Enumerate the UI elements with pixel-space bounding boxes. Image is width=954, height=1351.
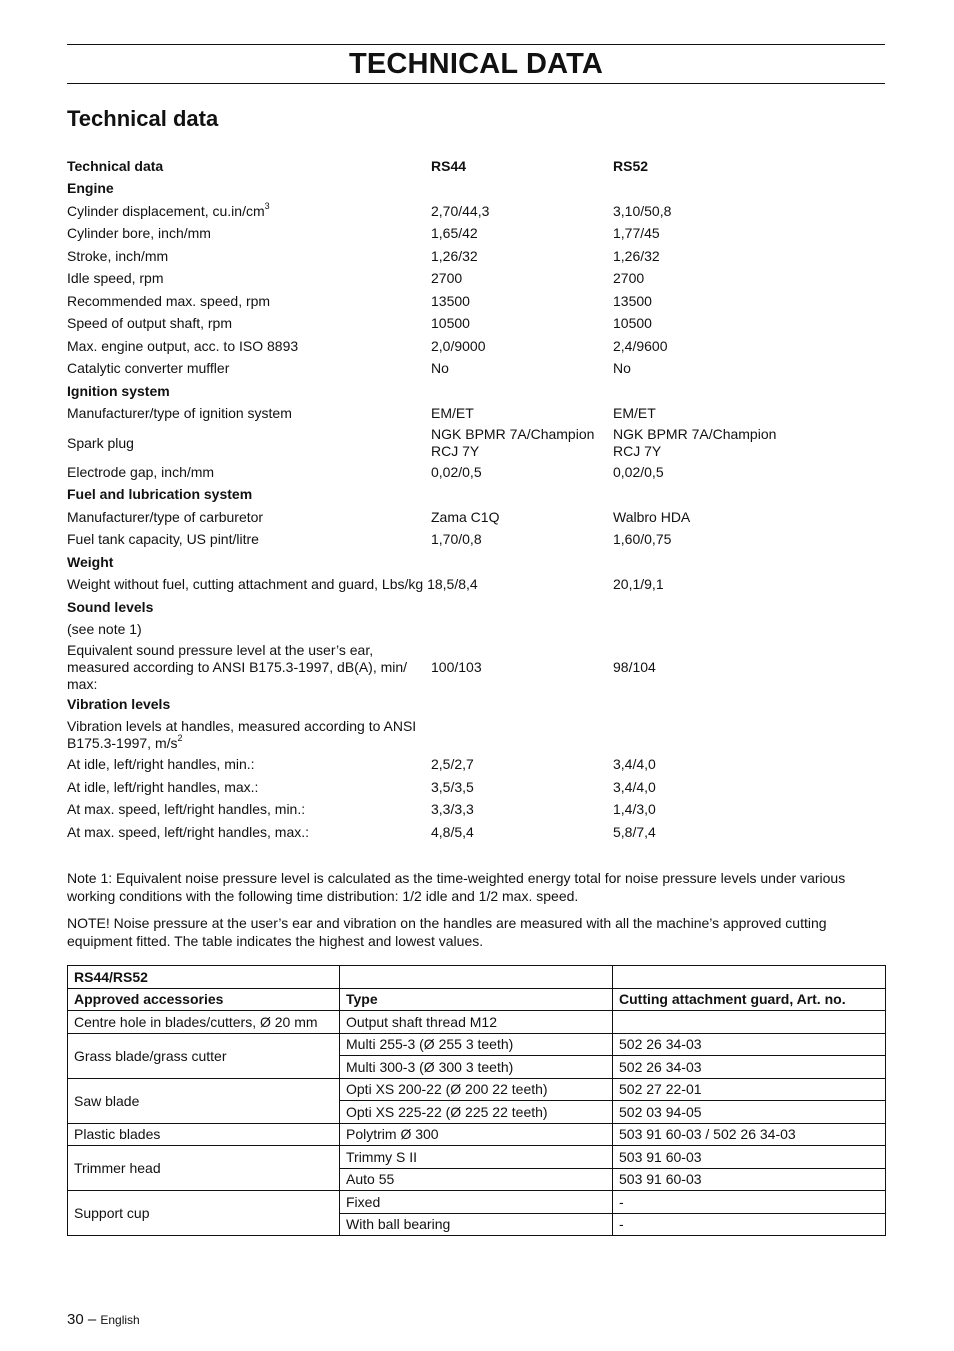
value-line: NGK BPMR 7A/Champion — [613, 426, 777, 442]
type-cell: Multi 300-3 (Ø 300 3 teeth) — [340, 1056, 613, 1079]
table-row — [68, 1078, 886, 1101]
rs44-value: 3,5/3,5 — [431, 778, 474, 795]
rs44-value — [431, 425, 613, 461]
header-cell: Approved accessories — [68, 988, 340, 1011]
rs52-value: 98/104 — [613, 658, 656, 675]
row-label — [67, 574, 613, 597]
section-title: Technical data — [67, 106, 219, 131]
row-label-text: Cylinder displacement, cu.in/cm — [67, 202, 265, 219]
art-no-cell: - — [613, 1191, 886, 1214]
art-no-cell: 502 27 22-01 — [613, 1078, 886, 1101]
accessory-label: Saw blade — [68, 1078, 340, 1123]
rs44-value: 3,3/3,3 — [431, 801, 474, 818]
table-row — [68, 1191, 886, 1214]
label-line: max: — [67, 675, 98, 692]
table-row — [68, 1033, 886, 1056]
rs44-value: 18,5/8,4 — [427, 576, 478, 593]
row-note: (see note 1) — [67, 621, 142, 638]
label-line: Equivalent sound pressure level at the user’s ear, — [67, 641, 374, 658]
type-cell: Auto 55 — [340, 1168, 613, 1191]
rs52-value: 3,4/4,0 — [613, 778, 656, 795]
group-heading-label: Fuel and lubrication system — [67, 486, 253, 503]
rs44-value: Zama C1Q — [431, 508, 500, 525]
page-title: TECHNICAL DATA — [348, 47, 604, 80]
rs52-value: 1,60/0,75 — [613, 531, 672, 548]
rs44-value: 1,26/32 — [431, 247, 478, 264]
rs44-value: 1,65/42 — [431, 225, 478, 242]
row-label: Fuel tank capacity, US pint/litre — [67, 531, 259, 548]
rs52-value: 20,1/9,1 — [613, 576, 664, 593]
rs44-value: 0,02/0,5 — [431, 463, 482, 480]
table-row — [68, 1146, 886, 1169]
table-row — [67, 754, 885, 777]
row-label: At idle, left/right handles, max.: — [67, 778, 259, 795]
type-cell: Fixed — [340, 1191, 613, 1214]
row-label: Electrode gap, inch/mm — [67, 463, 215, 480]
header-cell: RS52 — [613, 157, 649, 174]
rs52-value: 13500 — [613, 292, 652, 309]
row-label — [67, 200, 431, 223]
rs52-value: 10500 — [613, 315, 652, 332]
art-no-cell: 502 26 34-03 — [613, 1056, 886, 1079]
group-heading — [67, 178, 885, 201]
rs44-value: No — [431, 360, 449, 377]
row-label: Max. engine output, acc. to ISO 8893 — [67, 337, 299, 354]
table-row — [67, 245, 885, 268]
art-no-cell: 503 91 60-03 — [613, 1146, 886, 1169]
rs52-value: 3,4/4,0 — [613, 756, 656, 773]
label-line: measured according to ANSI B175.3-1997, dB(A), min/ — [67, 658, 408, 675]
row-label: At max. speed, left/right handles, max.: — [67, 823, 310, 840]
row-label — [67, 716, 885, 754]
label-line: Vibration levels at handles, measured according to ANSI — [67, 717, 417, 734]
note-2: NOTE! Noise pressure at the user’s ear and vibration on the handles are measured with all the machine’s approved cutting equipment fitted. The table indicates the highest and lowest values. — [67, 915, 827, 949]
accessory-label: Centre hole in blades/cutters, Ø 20 mm — [68, 1011, 340, 1034]
table-row — [67, 313, 885, 336]
table-row — [67, 268, 885, 291]
page-number: 30 – — [67, 1311, 97, 1328]
rs52-value: 5,8/7,4 — [613, 823, 656, 840]
art-no-cell: 503 91 60-03 / 502 26 34-03 — [613, 1123, 886, 1146]
art-no-cell: 502 26 34-03 — [613, 1033, 886, 1056]
rs44-value: 4,8/5,4 — [431, 823, 474, 840]
value-line: RCJ 7Y — [431, 443, 480, 459]
row-label-text: Weight without fuel, cutting attachment and guard, Lbs/kg — [67, 576, 424, 593]
accessory-label: Plastic blades — [68, 1123, 340, 1146]
rs44-value: 2700 — [431, 270, 463, 287]
table-row — [67, 506, 885, 529]
language-label: English — [100, 1313, 140, 1327]
rs44-value: EM/ET — [431, 405, 474, 422]
empty-cell — [340, 966, 613, 989]
accessory-label: Support cup — [68, 1191, 340, 1236]
table-row — [67, 799, 885, 822]
table-row — [68, 1011, 886, 1034]
art-no-cell: 502 03 94-05 — [613, 1101, 886, 1124]
type-cell: Opti XS 200-22 (Ø 200 22 teeth) — [340, 1078, 613, 1101]
row-label: At idle, left/right handles, min.: — [67, 756, 255, 773]
rs44-value: 13500 — [431, 292, 470, 309]
superscript: 2 — [177, 732, 183, 743]
rs52-value — [613, 425, 885, 461]
rs44-value: 1,70/0,8 — [431, 531, 482, 548]
type-cell: With ball bearing — [340, 1213, 613, 1236]
art-no-cell: 503 91 60-03 — [613, 1168, 886, 1191]
group-heading — [67, 596, 885, 619]
table-row — [67, 461, 885, 484]
group-heading-label: Weight — [67, 553, 114, 570]
type-cell: Output shaft thread M12 — [340, 1011, 613, 1034]
group-heading-label: Sound levels — [67, 598, 154, 615]
rs52-value: 1,26/32 — [613, 247, 660, 264]
table-row — [67, 425, 885, 461]
rs52-value: Walbro HDA — [613, 508, 691, 525]
table-row — [67, 821, 885, 844]
accessory-label: Trimmer head — [68, 1146, 340, 1191]
table-row — [67, 200, 885, 223]
rs44-value: 2,70/44,3 — [431, 202, 490, 219]
rs52-value: No — [613, 360, 631, 377]
art-no-cell — [613, 1011, 886, 1034]
rs44-value: 10500 — [431, 315, 470, 332]
row-label: Recommended max. speed, rpm — [67, 292, 271, 309]
table-row — [67, 716, 885, 754]
rs52-value: 1,4/3,0 — [613, 801, 656, 818]
group-heading-label: Vibration levels — [67, 695, 171, 712]
group-heading-label: Engine — [67, 180, 114, 197]
superscript: 3 — [264, 201, 270, 212]
row-label: Spark plug — [67, 434, 134, 451]
value-line: NGK BPMR 7A/Champion — [431, 426, 595, 442]
table-row — [67, 619, 885, 642]
group-heading — [67, 693, 885, 716]
type-cell: Trimmy S II — [340, 1146, 613, 1169]
table-row — [67, 641, 885, 693]
group-heading — [67, 551, 885, 574]
table-row — [67, 358, 885, 381]
table-header-row — [67, 155, 885, 178]
table-header-row — [68, 988, 886, 1011]
rs44-value: 2,5/2,7 — [431, 756, 474, 773]
type-cell: Multi 255-3 (Ø 255 3 teeth) — [340, 1033, 613, 1056]
rs44-value: 2,0/9000 — [431, 337, 486, 354]
type-cell: Polytrim Ø 300 — [340, 1123, 613, 1146]
header-cell: Technical data — [67, 157, 164, 174]
row-label: Speed of output shaft, rpm — [67, 315, 232, 332]
rs52-value: 1,77/45 — [613, 225, 660, 242]
label-line: B175.3-1997, m/s — [67, 734, 178, 751]
group-heading-label: Ignition system — [67, 382, 170, 399]
table-row — [67, 335, 885, 358]
note-1: Note 1: Equivalent noise pressure level is calculated as the time-weighted energy total for noise pressure levels under various working conditions with the following time distribution: 1/2 idle and 1/2 max. speed. — [67, 870, 846, 904]
group-heading — [67, 484, 885, 507]
header-cell: RS44 — [431, 157, 467, 174]
table-row — [67, 403, 885, 426]
table-row — [67, 529, 885, 552]
value-line: RCJ 7Y — [613, 443, 662, 459]
notes-block — [67, 869, 885, 959]
accessories-table — [67, 965, 886, 1236]
page-header — [67, 44, 885, 84]
table-row — [68, 966, 886, 989]
table-row — [67, 574, 885, 597]
rs52-value: 2,4/9600 — [613, 337, 668, 354]
table-row — [67, 223, 885, 246]
header-cell: Cutting attachment guard, Art. no. — [613, 988, 886, 1011]
art-no-cell: - — [613, 1213, 886, 1236]
accessory-label: Grass blade/grass cutter — [68, 1033, 340, 1078]
row-label: Cylinder bore, inch/mm — [67, 225, 211, 242]
rs52-value: EM/ET — [613, 405, 656, 422]
model-cell: RS44/RS52 — [68, 966, 340, 989]
row-label: At max. speed, left/right handles, min.: — [67, 801, 306, 818]
group-heading — [67, 380, 885, 403]
rs52-value: 2700 — [613, 270, 645, 287]
row-label — [67, 641, 431, 693]
type-cell: Opti XS 225-22 (Ø 225 22 teeth) — [340, 1101, 613, 1124]
table-row — [67, 290, 885, 313]
table-row — [68, 1123, 886, 1146]
row-label: Manufacturer/type of ignition system — [67, 405, 292, 422]
rs52-value: 3,10/50,8 — [613, 202, 672, 219]
technical-data-table — [67, 155, 885, 844]
table-row — [67, 776, 885, 799]
header-cell: Type — [340, 988, 613, 1011]
empty-cell — [613, 966, 886, 989]
page-footer — [67, 1311, 140, 1328]
row-label: Manufacturer/type of carburetor — [67, 508, 264, 525]
rs52-value: 0,02/0,5 — [613, 463, 664, 480]
row-label: Idle speed, rpm — [67, 270, 164, 287]
row-label: Catalytic converter muffler — [67, 360, 230, 377]
rs44-value: 100/103 — [431, 658, 482, 675]
row-label: Stroke, inch/mm — [67, 247, 169, 264]
